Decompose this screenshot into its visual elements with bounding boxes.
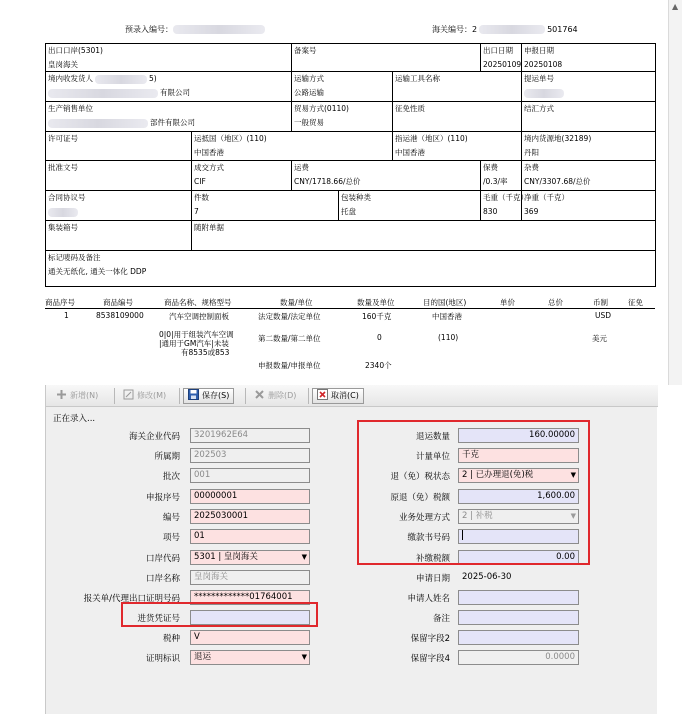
save-button[interactable]: 保存(S) (183, 388, 234, 404)
delete-icon (254, 389, 265, 400)
apply-date-label: 申请日期 (415, 574, 450, 584)
exemption-cell: 征免性质 (393, 102, 522, 132)
unit-label: 计量单位 (415, 452, 450, 462)
deal-mode-cell: 成交方式 CIF (192, 161, 292, 191)
highlight-box-refund (357, 420, 590, 565)
reserve4-field[interactable]: 0.0000 (458, 650, 579, 665)
save-icon (188, 389, 199, 400)
supplement-tax-field[interactable]: 0.00 (458, 550, 579, 565)
remark-field[interactable] (458, 610, 579, 625)
applicant-field[interactable] (458, 590, 579, 605)
period-label: 所属期 (154, 452, 180, 462)
edit-button[interactable]: 修改(M) (118, 388, 171, 404)
port-name-field[interactable]: 皇岗海关 (190, 570, 310, 585)
dropdown-arrow-icon[interactable]: ▼ (570, 471, 576, 479)
document-scrollbar[interactable] (668, 0, 682, 385)
port-code-select[interactable]: 5301 | 皇岗海关 ▼ (190, 550, 310, 565)
purchase-voucher-label: 进货凭证号 (137, 614, 180, 624)
record-no-cell: 备案号 (292, 44, 481, 72)
return-qty-field[interactable]: 160.00000 (458, 428, 579, 443)
number-field[interactable]: 2025030001 (190, 509, 310, 524)
period-field[interactable]: 202503 (190, 448, 310, 463)
destination-port-cell: 指运港（地区）(110) 中国香港 (393, 132, 522, 161)
highlight-box-voucher (121, 602, 318, 627)
approval-cell: 批准文号 (46, 161, 192, 191)
package-cell: 包装种类 托盘 (339, 191, 481, 221)
container-cell: 集装箱号 (46, 221, 192, 251)
reserve4-label: 保留字段4 (410, 654, 450, 664)
plus-icon (56, 389, 67, 400)
applicant-label: 申请人姓名 (407, 594, 450, 604)
reserve2-label: 保留字段2 (410, 634, 450, 644)
net-weight-cell: 净重（千克） 369 (522, 191, 656, 221)
refund-status-select[interactable]: 2 | 已办理退(免)税 ▼ (458, 468, 579, 483)
pre-entry-number: 预录入编号： (125, 24, 265, 35)
arrival-country-cell: 运抵国（地区）(110) 中国香港 (192, 132, 393, 161)
gross-weight-cell: 毛重（千克） 830 (481, 191, 522, 221)
declare-date-cell: 申报日期 20250108 (522, 44, 656, 72)
dropdown-arrow-icon[interactable]: ▼ (301, 553, 307, 561)
cancel-icon (317, 389, 328, 400)
export-port-cell: 出口口岸(5301) 皇岗海关 (46, 44, 292, 72)
freight-cell: 运费 CNY/1718.66/总价 (292, 161, 481, 191)
payment-book-label: 缴款书号码 (407, 533, 450, 543)
apply-date-field[interactable]: 2025-06-30 (462, 572, 512, 582)
declaration-table (45, 43, 656, 287)
pieces-cell: 件数 7 (192, 191, 339, 221)
business-mode-label: 业务处理方式 (398, 513, 450, 523)
new-button[interactable]: 新增(N) (51, 388, 103, 404)
bill-no-cell: 提运单号 (522, 72, 656, 102)
number-label: 编号 (162, 513, 180, 523)
business-mode-select[interactable]: 2 | 补税 ▼ (458, 509, 579, 524)
cert-no-field[interactable]: *************01764001 (190, 590, 310, 605)
supplement-tax-label: 补缴税额 (415, 554, 450, 564)
proof-flag-label: 证明标识 (145, 654, 180, 664)
port-name-label: 口岸名称 (145, 574, 180, 584)
batch-field[interactable]: 001 (190, 468, 310, 483)
producer-cell: 生产销售单位 部件有限公司 (46, 102, 292, 132)
enterprise-code-label: 海关企业代码 (128, 432, 180, 442)
batch-label: 批次 (162, 472, 180, 482)
tax-type-label: 税种 (162, 634, 180, 644)
enterprise-code-field[interactable]: 3201962E64 (190, 428, 310, 443)
original-tax-label: 原退（免）税额 (390, 493, 450, 503)
export-date-cell: 出口日期 20250109 (481, 44, 522, 72)
toolbar (46, 385, 658, 407)
cert-no-label: 报关单/代理出口证明号码 (83, 594, 180, 604)
dropdown-arrow-icon[interactable]: ▼ (301, 653, 307, 661)
trade-mode-cell: 贸易方式(0110) 一般贸易 (292, 102, 393, 132)
declare-seq-label: 申报序号 (145, 493, 180, 503)
marks-remarks-cell: 标记唛码及备注 通关无纸化, 通关一体化 DDP (46, 251, 656, 287)
cancel-button[interactable]: 取消(C) (312, 388, 364, 404)
dropdown-arrow-icon[interactable]: ▼ (570, 512, 576, 520)
source-cell: 境内货源地(32189) 丹阳 (522, 132, 656, 161)
misc-fee-cell: 杂费 CNY/3307.68/总价 (522, 161, 656, 191)
unit-field[interactable]: 千克 (458, 448, 579, 463)
status-text: 正在录入... (53, 414, 96, 424)
proof-flag-select[interactable]: 退运 ▼ (190, 650, 310, 665)
consignor-cell: 境内收发货人 5) 有限公司 (46, 72, 292, 102)
goods-header: 商品序号 商品编号 商品名称、规格型号 数量/单位 数量及单位 目的国(地区) 单价 总价 币制 征免 (45, 296, 655, 309)
tax-type-field[interactable]: V (190, 630, 310, 645)
refund-status-label: 退（免）税状态 (390, 472, 450, 482)
scroll-up-icon[interactable]: ▲ (672, 2, 679, 11)
goods-item-1: 1 8538109000 汽车空调控制面板 法定数量/法定单位 160千克 中国香港 USD 0|0|用于组装汽车空调 |通用于GM汽车|未装 有8535或853 第二数量/第二单位 0 (110) 美元 申报数量/申报单位 2340个 (64, 311, 612, 370)
settlement-cell: 结汇方式 (522, 102, 656, 132)
declare-seq-field[interactable]: 00000001 (190, 489, 310, 504)
item-no-field[interactable]: 01 (190, 529, 310, 544)
license-cell: 许可证号 (46, 132, 192, 161)
insurance-cell: 保费 /0.3/率 (481, 161, 522, 191)
reserve2-field[interactable] (458, 630, 579, 645)
transport-mode-cell: 运输方式 公路运输 (292, 72, 393, 102)
original-tax-field[interactable]: 1,600.00 (458, 489, 579, 504)
return-qty-label: 退运数量 (415, 432, 450, 442)
delete-button[interactable]: 删除(D) (249, 388, 301, 404)
remark-label: 备注 (432, 614, 450, 624)
contract-cell: 合同协议号 (46, 191, 192, 221)
transport-tool-cell: 运输工具名称 (393, 72, 522, 102)
customs-number: 海关编号：2 501764 (432, 25, 578, 34)
attached-docs-cell: 随附单据 (192, 221, 656, 251)
item-no-label: 项号 (162, 533, 180, 543)
edit-icon (123, 389, 134, 400)
entry-window (45, 385, 657, 714)
port-code-label: 口岸代码 (145, 554, 180, 564)
